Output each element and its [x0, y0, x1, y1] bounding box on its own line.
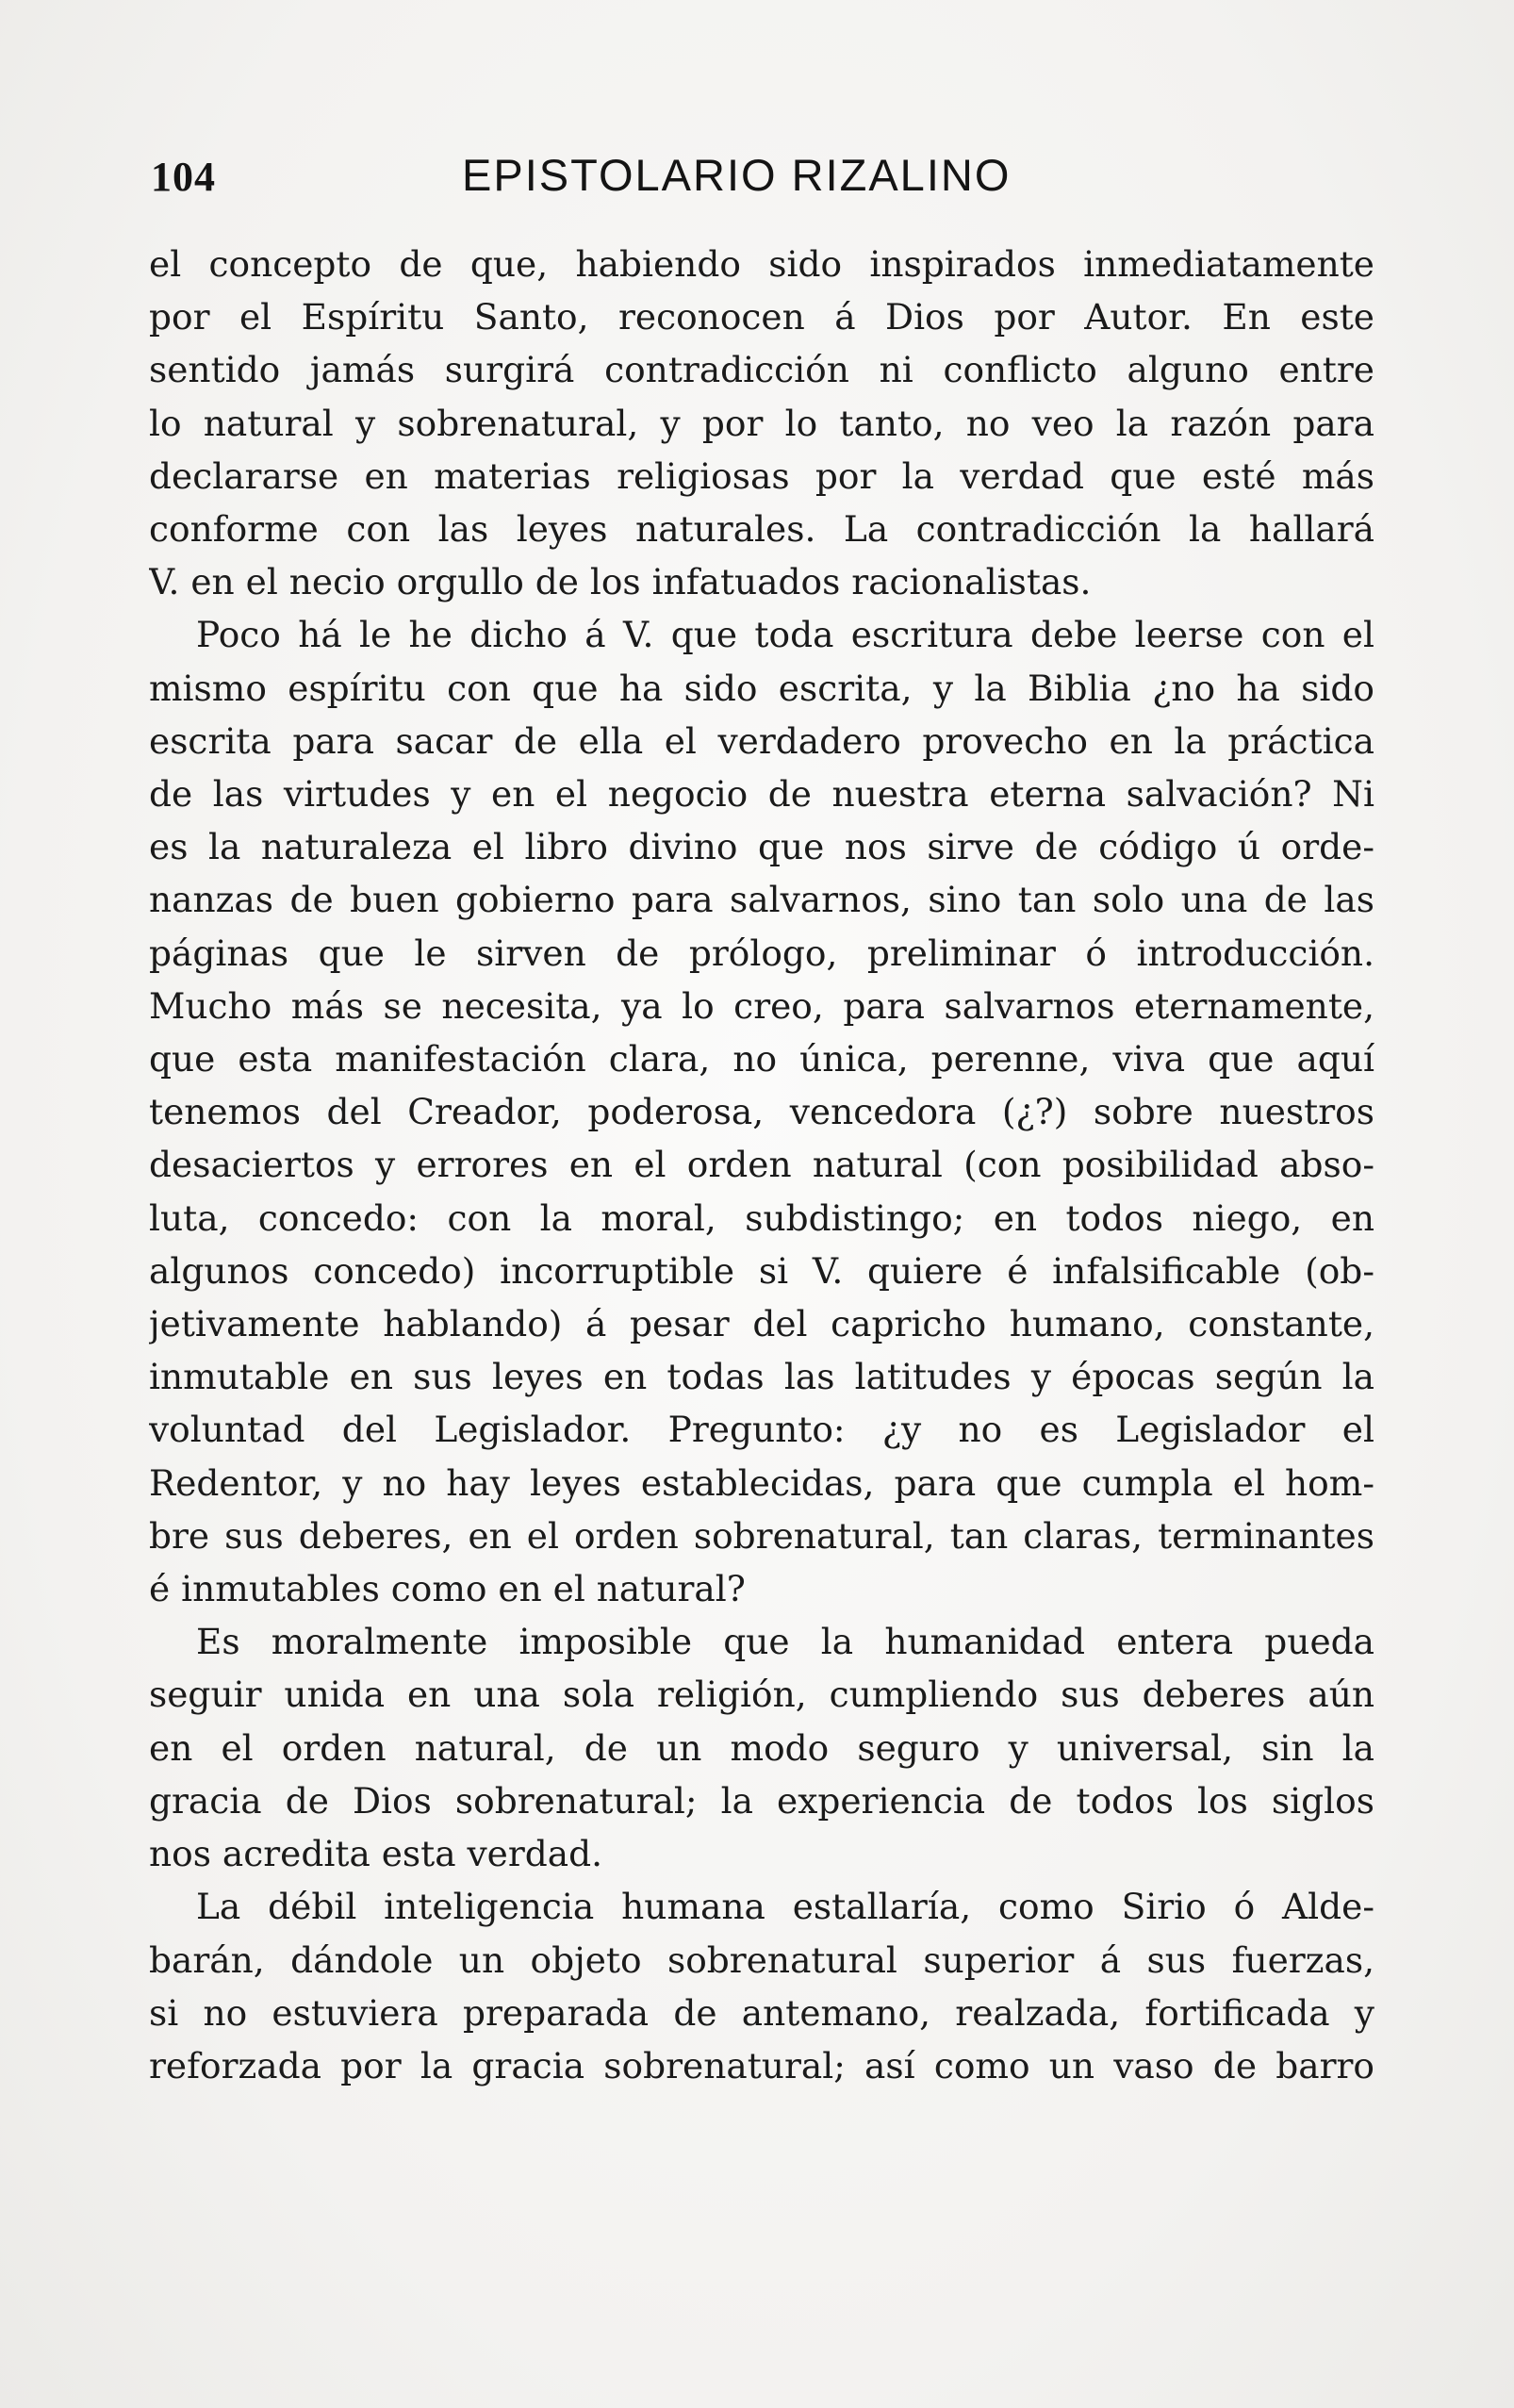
text-line: barán, dándole un objeto sobrenatural superior á sus fuerzas, [149, 1938, 1374, 1981]
text-line: reforzada por la gracia sobrenatural; así como un vaso de barro [149, 2044, 1374, 2086]
text-line: gracia de Dios sobrenatural; la experiencia de todos los siglos [149, 1779, 1374, 1822]
text-line: Mucho más se necesita, ya lo creo, para salvarnos eternamente, [149, 984, 1374, 1027]
text-line: mismo espíritu con que ha sido escrita, y la Biblia ¿no ha sido [149, 667, 1374, 709]
text-line: el concepto de que, habiendo sido inspirados inmediatamente [149, 243, 1374, 285]
text-line: nanzas de buen gobierno para salvarnos, sino tan solo una de las [149, 879, 1374, 921]
text-line: Es moralmente imposible que la humanidad entera pueda [196, 1621, 1374, 1663]
text-line: páginas que le sirven de prólogo, preliminar ó introducción. [149, 932, 1374, 974]
text-line: lo natural y sobrenatural, y por lo tanto, no veo la razón para [149, 402, 1374, 444]
text-line: voluntad del Legislador. Pregunto: ¿y no es Legislador el [149, 1409, 1374, 1451]
text-line: luta, concedo: con la moral, subdistingo; en todos niego, en [149, 1196, 1374, 1239]
paragraph-3 [149, 1615, 1374, 1880]
text-line: seguir unida en una sola religión, cumpliendo sus deberes aún [149, 1674, 1374, 1716]
paragraph-4 [149, 1880, 1374, 2092]
text-line: de las virtudes y en el negocio de nuestra eterna salvación? Ni [149, 773, 1374, 816]
text-line: inmutable en sus leyes en todas las latitudes y épocas según la [149, 1356, 1374, 1398]
running-head [151, 149, 1367, 206]
text-line: en el orden natural, de un modo seguro y universal, sin la [149, 1726, 1374, 1769]
paragraph-1 [149, 238, 1374, 608]
text-line: La débil inteligencia humana estallaría, como Sirio ó Alde- [196, 1886, 1374, 1928]
text-line: Redentor, y no hay leyes establecidas, para que cumpla el hom- [149, 1461, 1374, 1504]
book-title: EPISTOLARIO RIZALINO [462, 150, 1012, 200]
text-line: bre sus deberes, en el orden sobrenatural, tan claras, terminantes [149, 1514, 1374, 1557]
text-line: desaciertos y errores en el orden natural (con posibilidad abso- [149, 1144, 1374, 1186]
text-line: sentido jamás surgirá contradicción ni conflicto alguno entre [149, 349, 1374, 391]
text-line: por el Espíritu Santo, reconocen á Dios por Autor. En este [149, 296, 1374, 338]
text-line: V. en el necio orgullo de los infatuados racionalistas. [149, 561, 1092, 603]
text-line: que esta manifestación clara, no única, perenne, viva que aquí [149, 1038, 1374, 1080]
text-line: conforme con las leyes naturales. La contradicción la hallará [149, 508, 1374, 551]
text-line: si no estuviera preparada de antemano, realzada, fortificada y [149, 1991, 1374, 2034]
paragraph-2 [149, 608, 1374, 1615]
text-line: nos acredita esta verdad. [149, 1833, 603, 1875]
text-line: tenemos del Creador, poderosa, vencedora (¿?) sobre nuestros [149, 1091, 1374, 1133]
body-text [149, 238, 1374, 2092]
text-line: jetivamente hablando) á pesar del capricho humano, constante, [149, 1303, 1374, 1345]
text-line: es la naturaleza el libro divino que nos sirve de código ú orde- [149, 826, 1374, 868]
text-line: algunos concedo) incorruptible si V. quiere é infalsificable (ob- [149, 1249, 1374, 1292]
page-number: 104 [151, 154, 216, 200]
text-line: declararse en materias religiosas por la verdad que esté más [149, 454, 1374, 497]
text-line: é inmutables como en el natural? [149, 1568, 746, 1610]
text-line: escrita para sacar de ella el verdadero provecho en la práctica [149, 719, 1374, 762]
text-line: Poco há le he dicho á V. que toda escritura debe leerse con el [196, 614, 1374, 656]
